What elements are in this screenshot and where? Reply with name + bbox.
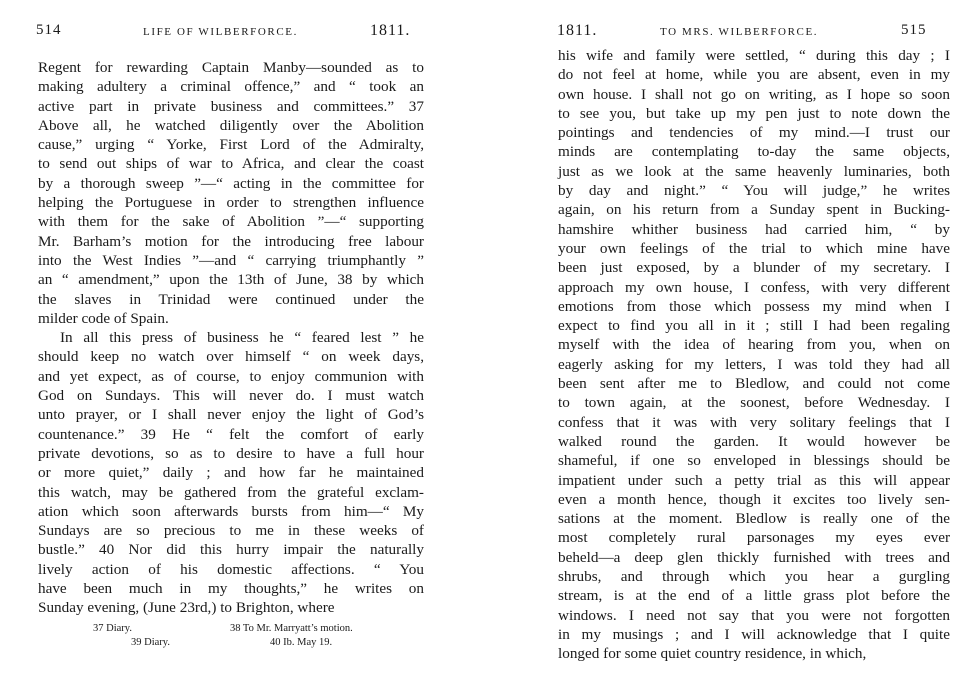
text-line: to town again, at the soonest, before Wednesday. I (558, 394, 950, 412)
text-line: impatient under such a petty trial as this will appear (558, 471, 950, 489)
text-line: this watch, may be gathered from the grateful exclam- (38, 483, 424, 501)
text-line: beheld—a deep glen thickly furnished with trees and (558, 548, 950, 566)
text-line: windows. I need not say that you were not forgotten (558, 606, 950, 624)
text-line: ation which soon afterwards bursts from him—“ My (38, 502, 424, 520)
text-line: walked round the garden. It would however be (558, 432, 950, 450)
text-line: an “ amendment,” upon the 13th of June, 38 by which (38, 271, 424, 289)
footnote: 37 Diary. (93, 623, 132, 634)
text-line: longed for some quiet country residence, in which, (558, 645, 867, 663)
text-line: in my musings ; and I will acknowledge that I quite (558, 625, 950, 643)
text-line: Mr. Barham’s motion for the introducing free labour (38, 232, 424, 250)
right-page-body (558, 46, 950, 664)
text-line: Regent for rewarding Captain Manby—sounded as to (38, 59, 424, 76)
text-line: bustle.” 40 Nor did this hurry impair the naturally (38, 541, 424, 559)
text-line: your own feelings of the trial to which mine have (558, 239, 950, 257)
text-line: cause,” urging “ Yorke, First Lord of the Admiralty, (38, 136, 424, 154)
text-line: helping the Portuguese in order to strengthen influence (38, 194, 424, 212)
text-line: private devotions, so as to desire to have a full hour (38, 444, 424, 462)
text-line: into the West Indies ”—and “ carrying triumphantly ” (38, 251, 424, 269)
text-line: should keep no watch over himself “ on week days, (38, 348, 424, 366)
text-line: Sundays are so precious to me in these weeks of (38, 522, 424, 540)
text-line: making adultery a criminal offence,” and “ took an (38, 78, 424, 96)
text-line: myself with the idea of hearing from you, when on (558, 336, 950, 354)
text-line: approach my own house, I confess, with very different (558, 278, 950, 296)
text-line: or more quiet,” daily ; and how far he maintained (38, 464, 424, 482)
footnote: 38 To Mr. Marryatt’s motion. (230, 623, 353, 634)
text-line: unto prayer, or I shall never enjoy the light of God’s (38, 406, 424, 424)
text-line: expect to find you all in it ; still I had been regaling (558, 317, 950, 335)
text-line: his wife and family were settled, “ during this day ; I (558, 47, 950, 64)
text-line: sations at the moment. Bledlow is really one of the (558, 510, 950, 528)
text-line: milder code of Spain. (38, 309, 169, 327)
text-line: emotions from those which possess my mind when I (558, 297, 950, 315)
text-line: do not feel at home, while you are absent, even in my (558, 66, 950, 84)
text-line: been sent after me to Bledlow, and could not come (558, 375, 950, 393)
text-line: been just exposed, by a blunder of my secretary. I (558, 259, 950, 277)
text-line: eagerly asking for my letters, I was told they had all (558, 355, 950, 373)
running-head: LIFE OF WILBERFORCE. (143, 26, 298, 38)
text-line: lively action of his domestic affections. “ You (38, 560, 424, 578)
running-head: TO MRS. WILBERFORCE. (660, 26, 819, 38)
book-gutter (470, 0, 520, 695)
text-line: again, on his return from a Sunday spent in Bucking- (558, 201, 950, 219)
footnote: 40 Ib. May 19. (270, 637, 333, 648)
text-line: In all this press of business he “ feared lest ” he (60, 329, 424, 347)
right-page (520, 0, 980, 695)
page-number: 515 (901, 22, 927, 38)
text-line: stream, is at the end of a little grass plot before the (558, 587, 950, 605)
text-line: Sunday evening, (June 23rd,) to Brighton, where (38, 599, 335, 617)
text-line: God on Sundays. This will never do. I must watch (38, 387, 424, 405)
text-line: shameful, if one so enveloped in blessings should be (558, 452, 950, 470)
text-line: countenance.” 39 He “ felt the comfort of early (38, 425, 424, 443)
left-page-body (38, 58, 424, 618)
text-line: Above all, he watched diligently over the Abolition (38, 116, 424, 134)
text-line: with them for the sake of Abolition ”—“ supporting (38, 213, 424, 231)
text-line: have been much in my thoughts,” he writes on (38, 580, 424, 598)
text-line: own house. I shall not go on writing, as I hope so soon (558, 85, 950, 103)
year: 1811. (370, 22, 411, 39)
text-line: confess that it was with very solitary feelings that I (558, 413, 950, 431)
footnote: 39 Diary. (131, 637, 170, 648)
text-line: to send out ships of war to Africa, and clear the coast (38, 155, 424, 173)
text-line: hamshire whither business had carried him, “ by (558, 220, 950, 238)
text-line: even a month hence, though it excites too lively sen- (558, 490, 950, 508)
text-line: minds are contemplating to-day the same objects, (558, 143, 950, 161)
year: 1811. (557, 22, 598, 39)
text-line: the slaves in Trinidad were continued under the (38, 290, 424, 308)
left-page (0, 0, 470, 695)
text-line: shrubs, and through which you hear a gurgling (558, 568, 950, 586)
text-line: to see you, but take up my pen just to note down the (558, 104, 950, 122)
page-number: 514 (36, 22, 62, 38)
text-line: by a thorough sweep ”—“ acting in the committee for (38, 174, 424, 192)
text-line: active part in private business and committees.” 37 (38, 97, 424, 115)
text-line: just as we look at the same heavenly luminaries, both (558, 162, 950, 180)
text-line: most completely rural parsonages my eyes ever (558, 529, 950, 547)
text-line: and yet expect, as of course, to enjoy communion with (38, 367, 424, 385)
text-line: by day and night.” “ You will judge,” he writes (558, 182, 950, 200)
text-line: pointings and tendencies of my mind.—I trust our (558, 124, 950, 142)
